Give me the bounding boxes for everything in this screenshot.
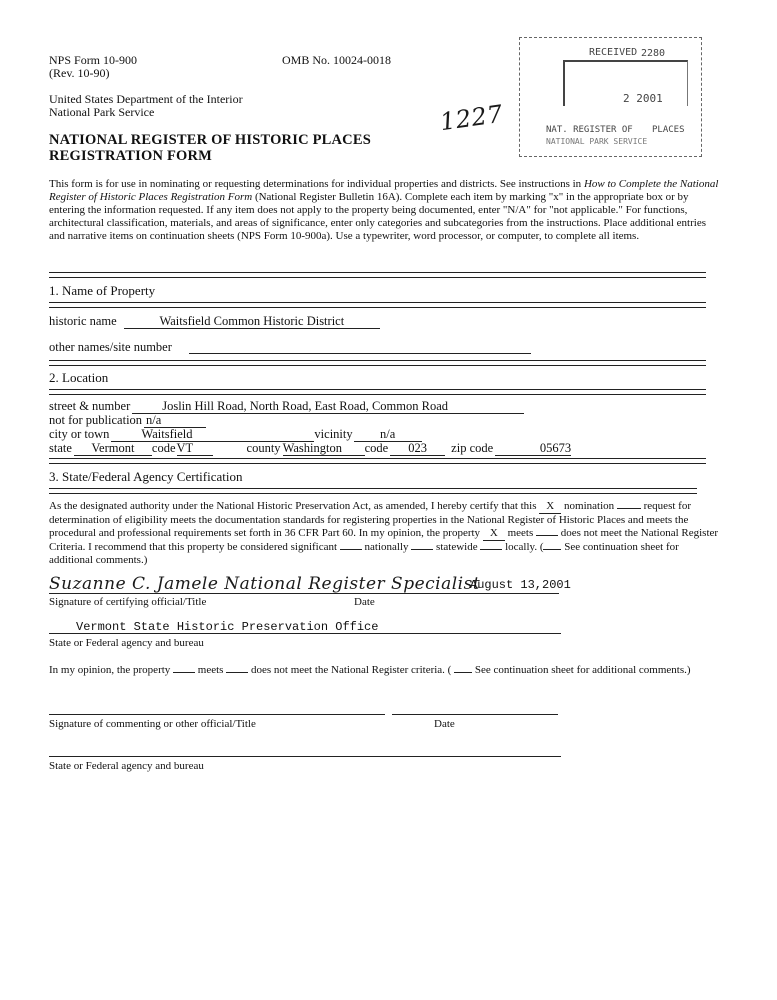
department-name: United States Department of the Interior bbox=[49, 92, 243, 106]
section-divider bbox=[49, 488, 697, 494]
service-name: National Park Service bbox=[49, 105, 155, 119]
county-field[interactable]: Washington bbox=[283, 442, 365, 456]
not-for-publication-row bbox=[49, 413, 206, 428]
agency-line bbox=[49, 633, 561, 634]
street-row bbox=[49, 399, 524, 414]
city-row bbox=[49, 427, 422, 442]
vicinity-field[interactable]: n/a bbox=[354, 428, 422, 442]
continuation-sheet-checkbox[interactable] bbox=[543, 549, 561, 550]
does-not-meet-checkbox[interactable] bbox=[536, 535, 558, 536]
commenting-date-label: Date bbox=[434, 718, 455, 730]
state-field[interactable]: Vermont bbox=[74, 442, 152, 456]
opinion-meets-checkbox[interactable] bbox=[173, 672, 195, 673]
stamp-places-text: PLACES bbox=[652, 125, 685, 135]
other-names-field[interactable] bbox=[189, 353, 531, 354]
stamp-register-text: NAT. REGISTER OF bbox=[546, 125, 633, 135]
agency2-line[interactable] bbox=[49, 756, 561, 757]
stamp-service-text: NATIONAL PARK SERVICE bbox=[546, 137, 648, 146]
historic-name-row bbox=[49, 314, 380, 329]
state-code-label: code bbox=[151, 441, 176, 455]
city-label: city or town bbox=[49, 427, 110, 441]
section-divider bbox=[49, 272, 706, 278]
vicinity-label: vicinity bbox=[314, 427, 353, 441]
historic-name-field[interactable]: Waitsfield Common Historic District bbox=[124, 315, 380, 329]
certifying-signature: Suzanne C. Jamele National Register Specialist bbox=[49, 574, 481, 594]
commenting-signature-label: Signature of commenting or other official/Title bbox=[49, 718, 256, 730]
commenting-date-line[interactable] bbox=[392, 714, 558, 715]
agency2-label: State or Federal agency and bureau bbox=[49, 760, 204, 772]
opinion-does-not-meet-checkbox[interactable] bbox=[226, 672, 248, 673]
nomination-checkbox[interactable]: X bbox=[539, 500, 561, 514]
not-for-publication-label: not for publication bbox=[49, 413, 143, 427]
meets-checkbox[interactable]: X bbox=[483, 527, 505, 541]
stamp-received-text: RECEIVED bbox=[589, 47, 638, 58]
section-divider bbox=[49, 360, 706, 366]
form-title-line2: REGISTRATION FORM bbox=[49, 148, 213, 164]
form-number: NPS Form 10-900 bbox=[49, 53, 138, 67]
street-field[interactable]: Joslin Hill Road, North Road, East Road, Common Road bbox=[132, 400, 524, 414]
section-divider bbox=[49, 458, 706, 464]
handwritten-reference-number: 1227 bbox=[438, 99, 505, 137]
state-row bbox=[49, 441, 571, 456]
historic-name-label: historic name bbox=[49, 314, 117, 328]
intro-bulletin-title: How to Complete the National Register of Historic Places Registration Form bbox=[49, 178, 719, 203]
signature-date: August 13,2001 bbox=[470, 578, 571, 592]
signature-label: Signature of certifying official/Title bbox=[49, 596, 207, 608]
city-field[interactable]: Waitsfield bbox=[111, 428, 314, 442]
section-3-heading: 3. State/Federal Agency Certification bbox=[49, 469, 243, 484]
signature-line[interactable] bbox=[49, 593, 559, 594]
request-checkbox[interactable] bbox=[617, 508, 641, 509]
nationally-checkbox[interactable] bbox=[340, 549, 362, 550]
agency-field[interactable]: Vermont State Historic Preservation Office bbox=[76, 620, 379, 634]
state-label: state bbox=[49, 441, 72, 455]
intro-paragraph: This form is for use in nominating or requesting determinations for individual properties and districts. See instructions in How to Complete the National Register of Historic Places Registration Form (National Register Bulletin 16A). Complete each item by marking "x" in the appropriate box or by entering the information requested. If any item does not apply to the property being documented, enter "N/A" for "not applicable." For functions, architectural classification, materials, and areas of significance, enter only categories and subcategories from the instructions. Place additional entries and narrative items on continuation sheets (NPS Form 10-900a). Use a typewriter, word processor, or computer, to complete all items. bbox=[49, 178, 719, 242]
signature-date-label: Date bbox=[354, 596, 375, 608]
county-code-field[interactable]: 023 bbox=[390, 442, 445, 456]
other-names-label: other names/site number bbox=[49, 340, 172, 354]
zip-label: zip code bbox=[451, 441, 494, 455]
opinion-continuation-checkbox[interactable] bbox=[454, 672, 472, 673]
section-divider bbox=[49, 389, 706, 395]
certification-paragraph: As the designated authority under the National Historic Preservation Act, as amended, I hereby certify that this X nomination request for determination of eligibility meets the documentation standards for registering properties in the National Register of Historic Places and meets the procedural and professional requirements set forth in 36 CFR Part 60. In my opinion, the property X meets does not meet the National Register Criteria. I recommend that this property be considered significant nationally statewide locally. ( See continuation sheet for additional comments.) bbox=[49, 500, 719, 566]
not-for-publication-field[interactable]: n/a bbox=[144, 414, 206, 428]
county-label: county bbox=[246, 441, 281, 455]
opinion-paragraph: In my opinion, the property meets does not meet the National Register criteria. ( See continuation sheet for additional comments.) bbox=[49, 664, 691, 676]
section-divider bbox=[49, 302, 706, 308]
stamp-code: 2280 bbox=[641, 48, 666, 59]
zip-field[interactable]: 05673 bbox=[495, 442, 571, 456]
omb-number: OMB No. 10024-0018 bbox=[282, 53, 392, 67]
locally-checkbox[interactable] bbox=[480, 549, 502, 550]
street-label: street & number bbox=[49, 399, 131, 413]
commenting-signature-line[interactable] bbox=[49, 714, 385, 715]
statewide-checkbox[interactable] bbox=[411, 549, 433, 550]
section-1-heading: 1. Name of Property bbox=[49, 283, 156, 298]
stamp-date: 2 2001 bbox=[623, 92, 663, 105]
form-title-line1: NATIONAL REGISTER OF HISTORIC PLACES bbox=[49, 132, 371, 148]
section-2-heading: 2. Location bbox=[49, 370, 109, 385]
state-code-field[interactable]: VT bbox=[177, 442, 213, 456]
county-code-label: code bbox=[364, 441, 389, 455]
form-revision: (Rev. 10-90) bbox=[49, 66, 110, 80]
agency-label: State or Federal agency and bureau bbox=[49, 637, 204, 649]
